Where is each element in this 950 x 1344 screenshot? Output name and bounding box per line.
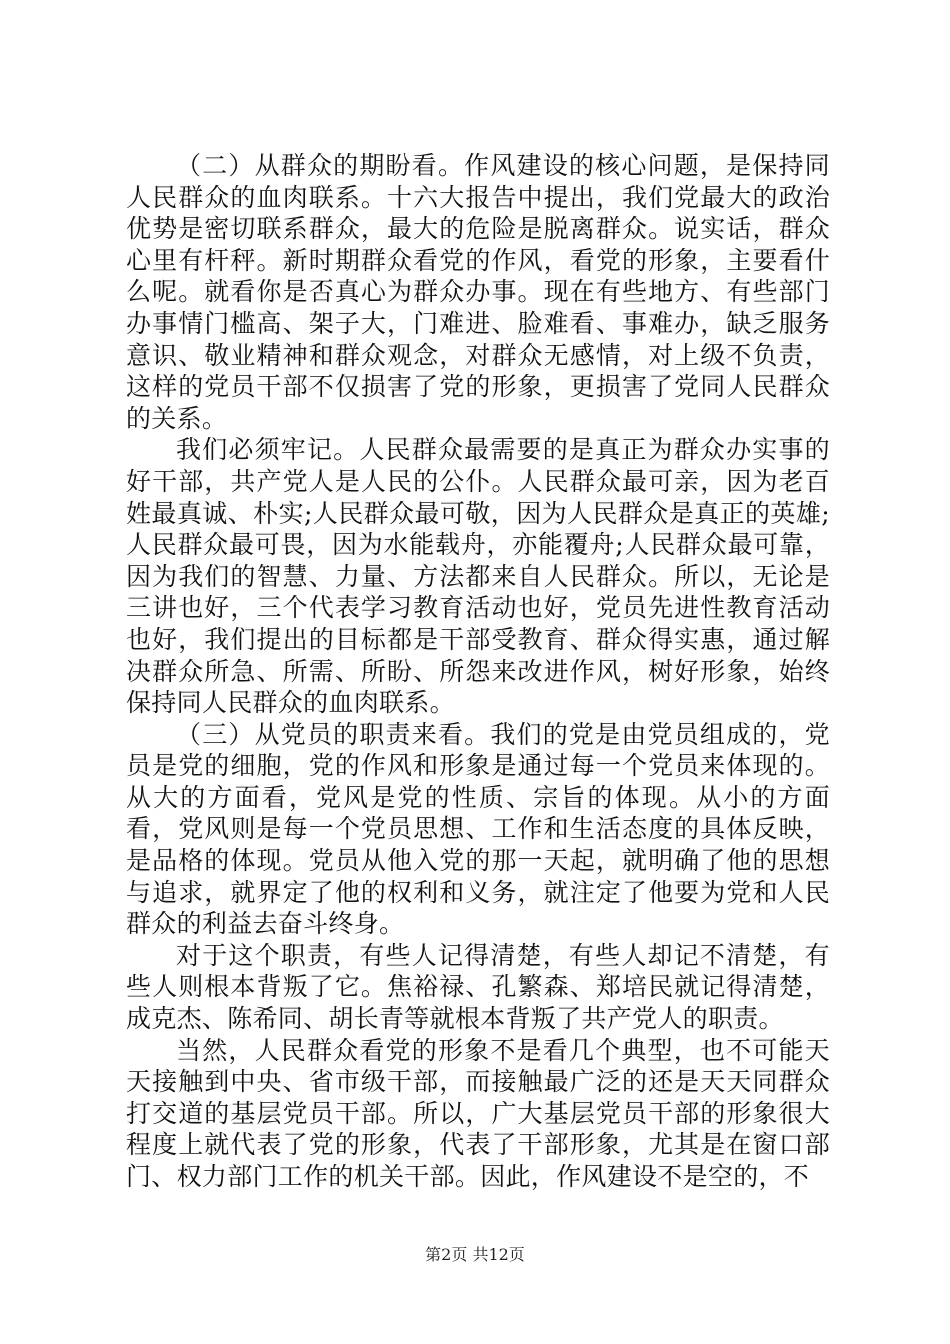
- page-indicator: 第2页 共12页: [425, 1245, 525, 1264]
- paragraph-5: 当然，人民群众看党的形象不是看几个典型，也不可能天天接触到中央、省市级干部，而接触最广泛的还是天天同群众打交道的基层党员干部。所以，广大基层党员干部的形象很大程度上就代表了党的形象，代表了干部形象，尤其是在窗口部门、权力部门工作的机关干部。因此，作风建设不是空的，不: [126, 1035, 830, 1191]
- paragraph-3: （三）从党员的职责来看。我们的党是由党员组成的，党员是党的细胞，党的作风和形象是通过每一个党员来体现的。从大的方面看，党风是党的性质、宗旨的体现。从小的方面看，党风则是每一个党员思想、工作和生活态度的具体反映，是品格的体现。党员从他入党的那一天起，就明确了他的思想与追求，就界定了他的权利和义务，就注定了他要为党和人民群众的利益去奋斗终身。: [126, 719, 830, 939]
- paragraph-2: 我们必须牢记。人民群众最需要的是真正为群众办实事的好干部，共产党人是人民的公仆。人民群众最可亲，因为老百姓最真诚、朴实;人民群众最可敬，因为人民群众是真正的英雄;人民群众最可畏，因为水能载舟，亦能覆舟;人民群众最可靠，因为我们的智慧、力量、方法都来自人民群众。所以，无论是三讲也好，三个代表学习教育活动也好，党员先进性教育活动也好，我们提出的目标都是干部受教育、群众得实惠，通过解决群众所急、所需、所盼、所怨来改进作风，树好形象，始终保持同人民群众的血肉联系。: [126, 435, 830, 718]
- paragraph-4: 对于这个职责，有些人记得清楚，有些人却记不清楚，有些人则根本背叛了它。焦裕禄、孔繁森、郑培民就记得清楚，成克杰、陈希同、胡长青等就根本背叛了共产党人的职责。: [126, 940, 830, 1034]
- body-text: [126, 150, 830, 1193]
- paragraph-1: （二）从群众的期盼看。作风建设的核心问题，是保持同人民群众的血肉联系。十六大报告中提出，我们党最大的政治优势是密切联系群众，最大的危险是脱离群众。说实话，群众心里有杆秤。新时期群众看党的作风，看党的形象，主要看什么呢。就看你是否真心为群众办事。现在有些地方、有些部门办事情门槛高、架子大，门难进、脸难看、事难办，缺乏服务意识、敬业精神和群众观念，对群众无感情，对上级不负责，这样的党员干部不仅损害了党的形象，更损害了党同人民群众的关系。: [126, 151, 830, 433]
- page-footer: [0, 1245, 950, 1265]
